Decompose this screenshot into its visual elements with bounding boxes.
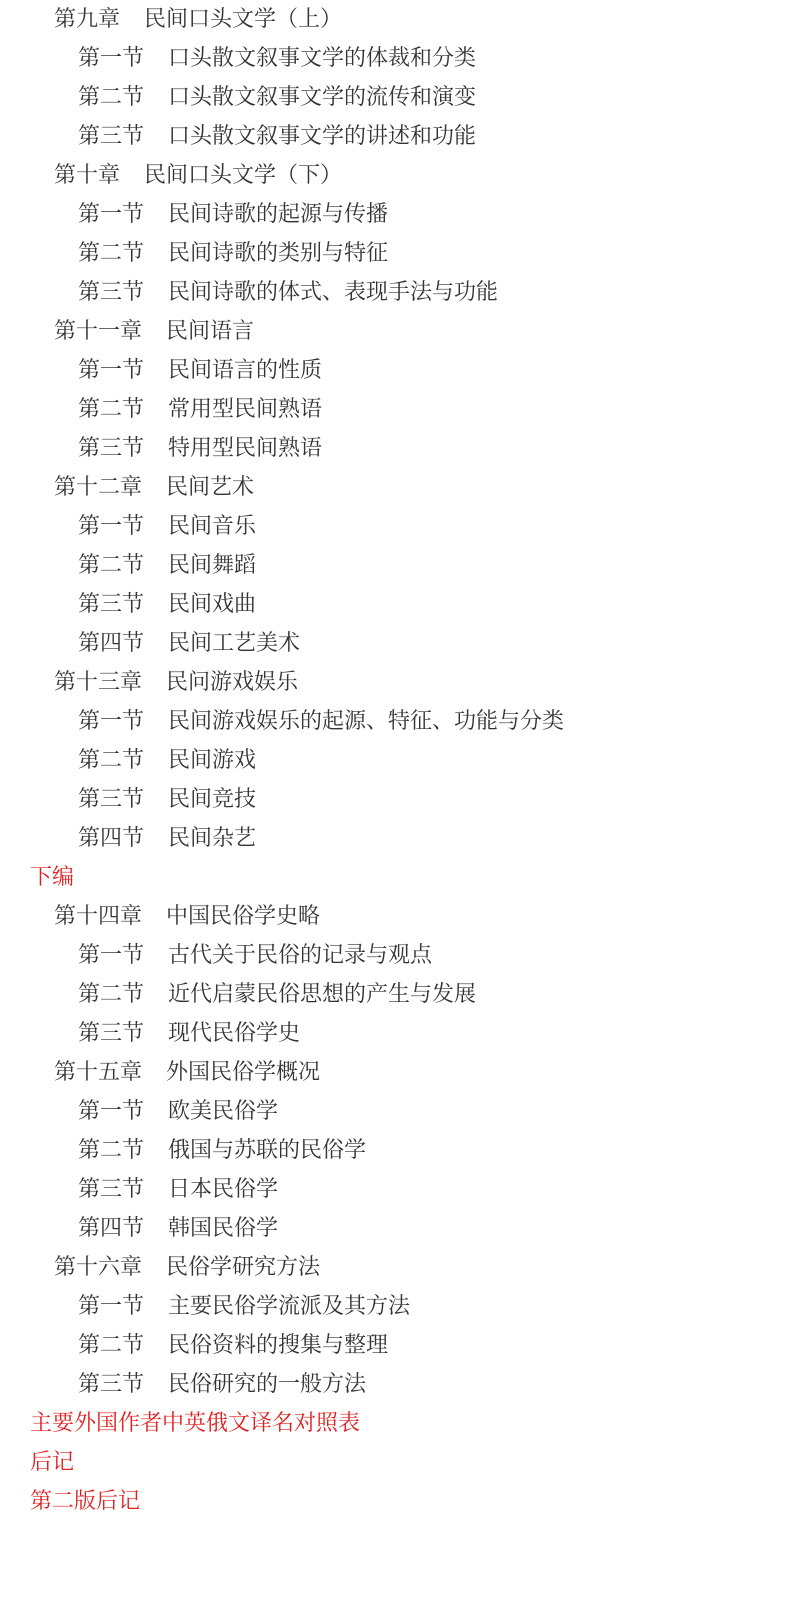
toc-section-row <box>78 1092 278 1131</box>
part-title: 第二版后记 <box>30 1489 141 1514</box>
toc-chapter-row <box>54 468 254 507</box>
chapter-number: 第十四章 <box>54 904 143 929</box>
section-number: 第二节 <box>78 553 145 578</box>
section-title: 古代关于民俗的记录与观点 <box>168 943 433 968</box>
section-title: 常用型民间熟语 <box>168 397 323 422</box>
section-title: 俄国与苏联的民俗学 <box>168 1138 367 1163</box>
section-number: 第三节 <box>78 280 145 305</box>
section-number: 第三节 <box>78 592 145 617</box>
section-title: 民俗研究的一般方法 <box>168 1372 367 1397</box>
section-number: 第二节 <box>78 982 145 1007</box>
section-number: 第一节 <box>78 202 145 227</box>
section-title: 日本民俗学 <box>168 1177 279 1202</box>
toc-section-row <box>78 39 476 78</box>
section-number: 第一节 <box>78 358 145 383</box>
chapter-number: 第十章 <box>54 163 121 188</box>
toc-chapter-row <box>54 312 254 351</box>
toc-section-row <box>78 1014 300 1053</box>
chapter-title: 民间口头文学（下） <box>144 163 343 188</box>
toc-section-row <box>78 1287 410 1326</box>
section-title: 民间语言的性质 <box>168 358 323 383</box>
section-number: 第一节 <box>78 709 145 734</box>
toc-section-row <box>78 195 388 234</box>
section-title: 民间杂艺 <box>168 826 257 851</box>
toc-section-row <box>78 702 564 741</box>
toc-section-row <box>78 1326 388 1365</box>
chapter-title: 民间语言 <box>166 319 255 344</box>
section-title: 民间诗歌的体式、表现手法与功能 <box>168 280 499 305</box>
chapter-number: 第十三章 <box>54 670 143 695</box>
section-number: 第四节 <box>78 1216 145 1241</box>
toc-chapter-row <box>54 897 320 936</box>
toc-section-row <box>78 78 476 117</box>
section-number: 第一节 <box>78 1099 145 1124</box>
section-number: 第三节 <box>78 787 145 812</box>
part-title: 后记 <box>30 1450 75 1475</box>
chapter-title: 外国民俗学概况 <box>166 1060 321 1085</box>
section-title: 口头散文叙事文学的流传和演变 <box>168 85 477 110</box>
toc-section-row <box>78 429 322 468</box>
chapter-title: 民问游戏娱乐 <box>166 670 299 695</box>
section-title: 民间音乐 <box>168 514 257 539</box>
section-title: 民俗资料的搜集与整理 <box>168 1333 389 1358</box>
section-title: 民间舞蹈 <box>168 553 257 578</box>
part-title: 主要外国作者中英俄文译名对照表 <box>30 1411 361 1436</box>
section-title: 民间戏曲 <box>168 592 257 617</box>
toc-section-row <box>78 780 256 819</box>
chapter-number: 第九章 <box>54 7 121 32</box>
section-number: 第三节 <box>78 124 145 149</box>
section-number: 第三节 <box>78 1021 145 1046</box>
toc-part-link[interactable] <box>30 1482 140 1521</box>
toc-chapter-row <box>54 1248 320 1287</box>
toc-section-row <box>78 1209 278 1248</box>
section-number: 第一节 <box>78 943 145 968</box>
section-title: 民间竞技 <box>168 787 257 812</box>
chapter-number: 第十六章 <box>54 1255 143 1280</box>
chapter-number: 第十一章 <box>54 319 143 344</box>
part-title: 下编 <box>30 865 75 890</box>
section-title: 欧美民俗学 <box>168 1099 279 1124</box>
toc-section-row <box>78 624 300 663</box>
toc-section-row <box>78 390 322 429</box>
section-title: 民间诗歌的类别与特征 <box>168 241 389 266</box>
toc-section-row <box>78 546 256 585</box>
section-number: 第三节 <box>78 1177 145 1202</box>
toc-section-row <box>78 819 256 858</box>
toc-chapter-row <box>54 1053 320 1092</box>
chapter-title: 民间口头文学（上） <box>144 7 343 32</box>
toc-section-row <box>78 1365 366 1404</box>
chapter-number: 第十二章 <box>54 475 143 500</box>
toc-section-row <box>78 234 388 273</box>
toc-section-row <box>78 975 476 1014</box>
toc-chapter-row <box>54 156 342 195</box>
section-number: 第四节 <box>78 826 145 851</box>
section-title: 韩国民俗学 <box>168 1216 279 1241</box>
section-number: 第二节 <box>78 748 145 773</box>
section-title: 民间游戏 <box>168 748 257 773</box>
section-title: 民间工艺美术 <box>168 631 301 656</box>
toc-section-row <box>78 1131 366 1170</box>
chapter-title: 民间艺术 <box>166 475 255 500</box>
section-title: 民间诗歌的起源与传播 <box>168 202 389 227</box>
toc-part-link[interactable] <box>30 858 74 897</box>
toc-section-row <box>78 507 256 546</box>
section-number: 第二节 <box>78 241 145 266</box>
section-title: 特用型民间熟语 <box>168 436 323 461</box>
section-number: 第一节 <box>78 514 145 539</box>
section-title: 民间游戏娱乐的起源、特征、功能与分类 <box>168 709 565 734</box>
section-title: 近代启蒙民俗思想的产生与发展 <box>168 982 477 1007</box>
section-number: 第三节 <box>78 436 145 461</box>
chapter-title: 中国民俗学史略 <box>166 904 321 929</box>
chapter-title: 民俗学研究方法 <box>166 1255 321 1280</box>
toc-section-row <box>78 351 322 390</box>
toc-section-row <box>78 585 256 624</box>
chapter-number: 第十五章 <box>54 1060 143 1085</box>
section-number: 第三节 <box>78 1372 145 1397</box>
section-title: 口头散文叙事文学的体裁和分类 <box>168 46 477 71</box>
section-title: 口头散文叙事文学的讲述和功能 <box>168 124 477 149</box>
toc-part-link[interactable] <box>30 1404 360 1443</box>
section-title: 主要民俗学流派及其方法 <box>168 1294 411 1319</box>
section-number: 第二节 <box>78 85 145 110</box>
section-number: 第二节 <box>78 397 145 422</box>
section-number: 第二节 <box>78 1333 145 1358</box>
section-number: 第四节 <box>78 631 145 656</box>
section-number: 第一节 <box>78 46 145 71</box>
section-title: 现代民俗学史 <box>168 1021 301 1046</box>
section-number: 第一节 <box>78 1294 145 1319</box>
toc-section-row <box>78 936 432 975</box>
section-number: 第二节 <box>78 1138 145 1163</box>
toc-part-link[interactable] <box>30 1443 74 1482</box>
toc-chapter-row <box>54 663 298 702</box>
toc-section-row <box>78 1170 278 1209</box>
toc-section-row <box>78 117 476 156</box>
toc-section-row <box>78 741 256 780</box>
toc-chapter-row <box>54 0 342 39</box>
toc-section-row <box>78 273 498 312</box>
